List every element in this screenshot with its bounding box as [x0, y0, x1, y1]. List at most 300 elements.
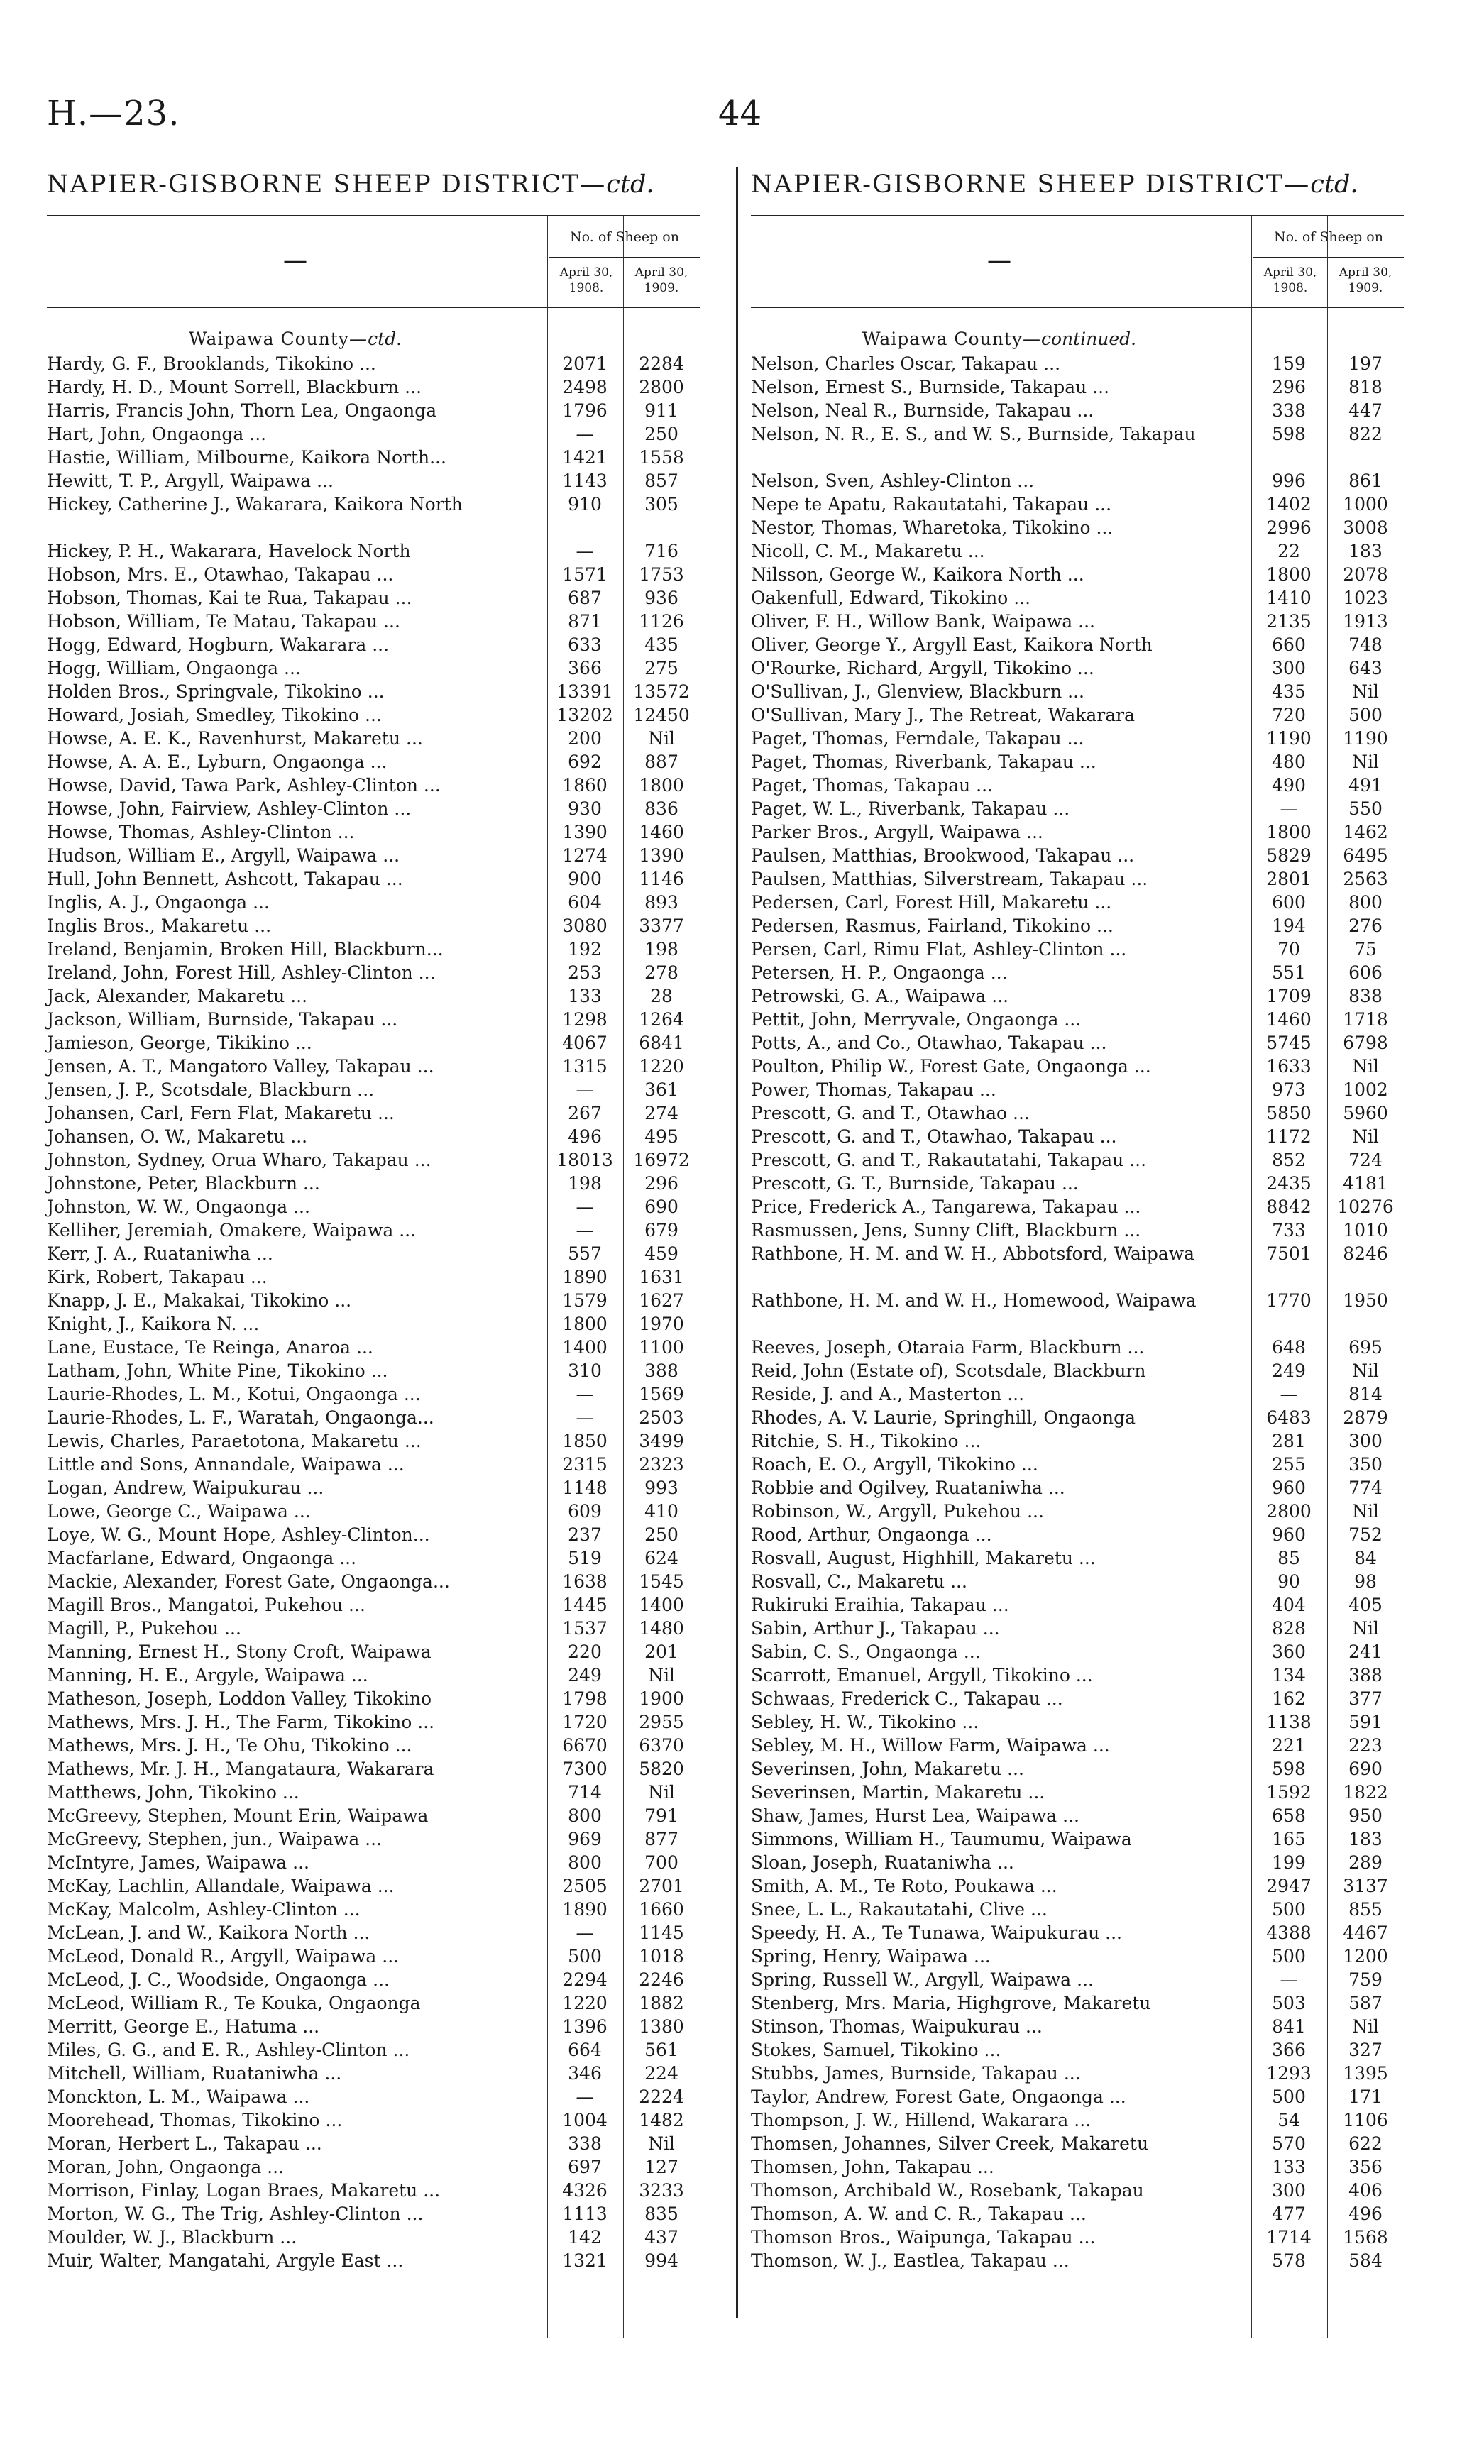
sheep-count-1908: 1638	[562, 1571, 608, 1592]
sheep-count-1909: 724	[1348, 1150, 1383, 1170]
sheep-count-1909: 1482	[639, 2110, 684, 2130]
sheep-count-1908: 1138	[1266, 1712, 1312, 1732]
sheep-count-1908: 253	[568, 962, 602, 983]
county-suffix: continued.	[1040, 329, 1137, 349]
sheep-count-1908: 2800	[1266, 1501, 1312, 1522]
sheep-count-1909: 861	[1348, 471, 1383, 491]
sheep-count-1909: Nil	[1352, 1501, 1379, 1522]
owner-name-address: McKay, Malcolm, Ashley-Clinton ...	[47, 1899, 361, 1920]
sheep-count-1908: 578	[1272, 2250, 1306, 2271]
table-row	[47, 1991, 700, 2015]
sheep-count-1909: 2078	[1343, 564, 1388, 585]
sheep-count-1909: 171	[1348, 2086, 1383, 2107]
owner-name-address: Howse, A. E. K., Ravenhurst, Makaretu ...	[47, 728, 423, 749]
sheep-count-1909: 1558	[639, 447, 684, 468]
sheep-count-1908: 300	[1272, 2180, 1306, 2201]
owner-name-address: Jensen, A. T., Mangatoro Valley, Takapau ...	[47, 1056, 434, 1077]
table-row	[47, 1406, 700, 1429]
owner-name-address: O'Sullivan, Mary J., The Retreat, Wakarara	[751, 705, 1136, 725]
sheep-count-1908: 165	[1272, 1829, 1306, 1849]
sheep-count-1908: 852	[1272, 1150, 1306, 1170]
owner-name-address: Severinsen, John, Makaretu ...	[751, 1759, 1024, 1779]
table-row	[751, 2226, 1404, 2249]
owner-name-address: Jackson, William, Burnside, Takapau ...	[47, 1009, 398, 1030]
sheep-count-1909: 6798	[1343, 1033, 1388, 1053]
table-row	[751, 1195, 1404, 1219]
county-heading	[751, 326, 1248, 352]
table-row	[47, 2108, 700, 2132]
sheep-count-1908: 5850	[1266, 1103, 1312, 1123]
table-row	[47, 422, 700, 446]
owner-name-address: McLeod, Donald R., Argyll, Waipawa ...	[47, 1946, 400, 1967]
sheep-count-1909: 361	[644, 1079, 678, 1100]
owner-name-address: Rosvall, C., Makaretu ...	[751, 1571, 967, 1592]
owner-name-address: Hickey, Catherine J., Wakarara, Kaikora North	[47, 494, 463, 515]
table-row	[751, 1898, 1404, 1921]
sheep-count-1909: 410	[644, 1501, 678, 1522]
sheep-count-1909: 1380	[639, 2016, 684, 2037]
table-row	[47, 1570, 700, 1593]
sheep-count-1909: 6370	[639, 1735, 684, 1756]
sheep-count-1909: 1631	[639, 1267, 684, 1287]
sheep-count-1909: 327	[1348, 2040, 1383, 2060]
table-row	[47, 1195, 700, 1219]
sheep-count-1908: 1798	[562, 1688, 608, 1709]
owner-name-address: Knapp, J. E., Makakai, Tikokino ...	[47, 1290, 352, 1311]
table-row	[47, 399, 700, 422]
sheep-count-1909: Nil	[648, 2133, 675, 2154]
table-row	[751, 891, 1404, 914]
sheep-count-1909: 1882	[639, 1993, 684, 2013]
table-row	[751, 1804, 1404, 1827]
owner-name-address: Moorehead, Thomas, Tikokino ...	[47, 2110, 343, 2130]
sheep-count-1908: 1190	[1266, 728, 1312, 749]
table-row	[751, 1991, 1404, 2015]
sheep-count-1909: 994	[644, 2250, 678, 2271]
table-row	[751, 1429, 1404, 1453]
owner-name-address: Thomson, Archibald W., Rosebank, Takapau	[751, 2180, 1144, 2201]
table-row	[751, 1617, 1404, 1640]
owner-name-address: Little and Sons, Annandale, Waipawa ...	[47, 1454, 405, 1475]
sheep-count-1908: 5829	[1266, 845, 1312, 866]
sheep-count-1908: 13391	[556, 681, 613, 702]
owner-name-address: Howse, A. A. E., Lyburn, Ongaonga ...	[47, 752, 388, 772]
sheep-count-1908: 6483	[1266, 1407, 1312, 1428]
table-row	[751, 1710, 1404, 1734]
sheep-count-1909: 643	[1348, 658, 1383, 678]
sheep-count-1908: 570	[1272, 2133, 1306, 2154]
sheep-count-1908: 828	[1272, 1618, 1306, 1639]
table-row	[751, 2085, 1404, 2108]
sheep-count-1908: 2294	[562, 1969, 608, 1990]
sheep-count-1909: 835	[644, 2204, 678, 2224]
table-row	[751, 1734, 1404, 1757]
sheep-count-1908: 346	[568, 2063, 602, 2084]
owner-name-address: Rasmussen, Jens, Sunny Clift, Blackburn ...	[751, 1220, 1141, 1241]
table-row	[47, 1476, 700, 1500]
owner-name-address: Nelson, N. R., E. S., and W. S., Burnside, Takapau	[751, 424, 1196, 444]
sheep-count-1908: 500	[1272, 2086, 1306, 2107]
sheep-count-1908: 249	[568, 1665, 602, 1685]
sheep-count-1909: 2800	[639, 377, 684, 397]
owner-name-address: Miles, G. G., and E. R., Ashley-Clinton ...	[47, 2040, 410, 2060]
owner-name-address: Holden Bros., Springvale, Tikokino ...	[47, 681, 385, 702]
sheep-count-1909: 276	[1348, 915, 1383, 936]
sheep-count-1908: —	[576, 1923, 594, 1943]
owner-name-address: Howse, Thomas, Ashley-Clinton ...	[47, 822, 355, 842]
sheep-count-1909: 1462	[1343, 822, 1388, 842]
owner-name-address: Prescott, G. and T., Rakautatahi, Takapau ...	[751, 1150, 1147, 1170]
table-row	[47, 1078, 700, 1101]
table-row	[47, 2249, 700, 2272]
table-row	[751, 1523, 1404, 1546]
table-row	[751, 2015, 1404, 2038]
sheep-count-1908: 200	[568, 728, 602, 749]
table-row	[47, 1617, 700, 1640]
sheep-count-1908: 366	[568, 658, 602, 678]
owner-name-address: Merritt, George E., Hatuma ...	[47, 2016, 320, 2037]
table-row	[751, 1031, 1404, 1055]
sheep-count-1908: 1390	[562, 822, 608, 842]
owner-name-address: Snee, L. L., Rakautatahi, Clive ...	[751, 1899, 1048, 1920]
sheep-count-1908: 360	[1272, 1641, 1306, 1662]
sheep-count-1908: 500	[1272, 1899, 1306, 1920]
sheep-count-1908: 1321	[562, 2250, 608, 2271]
sheep-count-1909: 690	[644, 1197, 678, 1217]
sheep-count-1908: 960	[1272, 1478, 1306, 1498]
county-name: Waipawa County—	[862, 329, 1041, 349]
sheep-count-1908: 600	[1272, 892, 1306, 913]
sheep-count-1908: 198	[568, 1173, 602, 1194]
table-row	[751, 844, 1404, 867]
table-row	[751, 1781, 1404, 1804]
table-row	[47, 1523, 700, 1546]
sheep-count-1909: Nil	[648, 1782, 675, 1803]
table-row	[47, 1265, 700, 1289]
owner-name-address: Kerr, J. A., Ruataniwha ...	[47, 1243, 273, 1264]
owner-name-address: Petersen, H. P., Ongaonga ...	[751, 962, 1008, 983]
sheep-count-1908: 1537	[562, 1618, 608, 1639]
table-row	[751, 1125, 1404, 1148]
sheep-count-1908: —	[576, 2086, 594, 2107]
sheep-count-1908: 720	[1272, 705, 1306, 725]
table-row	[47, 1757, 700, 1781]
sheep-count-1909: 1146	[639, 869, 684, 889]
table-row	[751, 797, 1404, 820]
table-row	[751, 2155, 1404, 2179]
sheep-count-1908: 2498	[562, 377, 608, 397]
table-row	[47, 961, 700, 984]
sheep-count-1908: 338	[1272, 400, 1306, 421]
sheep-count-1908: 404	[1272, 1595, 1306, 1615]
sheep-count-1909: 690	[1348, 1759, 1383, 1779]
sheep-count-1909: 911	[644, 400, 678, 421]
sheep-count-1909: 2284	[639, 353, 684, 374]
sheep-count-1909: 1970	[639, 1314, 684, 1334]
owner-name-address: Laurie-Rhodes, L. F., Waratah, Ongaonga...	[47, 1407, 434, 1428]
table-row	[47, 727, 700, 750]
table-row	[47, 774, 700, 797]
sheep-count-1909: Nil	[1352, 2016, 1379, 2037]
sheep-count-1909: 838	[1348, 986, 1383, 1006]
sheep-count-1908: 1850	[562, 1431, 608, 1451]
table-row	[751, 1148, 1404, 1172]
sheep-count-1908: 633	[568, 634, 602, 655]
owner-name-address: Matthews, John, Tikokino ...	[47, 1782, 299, 1803]
owner-name-address: Power, Thomas, Takapau ...	[751, 1079, 996, 1100]
owner-name-address: Latham, John, White Pine, Tikokino ...	[47, 1360, 388, 1381]
sheep-count-1909: 3377	[639, 915, 684, 936]
owner-name-address: Schwaas, Frederick C., Takapau ...	[751, 1688, 1063, 1709]
table-row	[47, 2132, 700, 2155]
sheep-count-1909: Nil	[1352, 1360, 1379, 1381]
sheep-count-group-header: No. of Sheep on	[570, 229, 679, 245]
table-row	[751, 2062, 1404, 2085]
owner-name-address: Jensen, J. P., Scotsdale, Blackburn ...	[47, 1079, 375, 1100]
sheep-count-1909: 459	[644, 1243, 678, 1264]
right-sheep-table	[751, 215, 1404, 2338]
sheep-count-1909: 855	[1348, 1899, 1383, 1920]
sheep-count-1908: 1770	[1266, 1290, 1312, 1311]
sheep-count-1909: 1002	[1343, 1079, 1388, 1100]
sheep-count-1908: 1293	[1266, 2063, 1312, 2084]
owner-name-address: Stinson, Thomas, Waipukurau ...	[751, 2016, 1043, 2037]
owner-name-address: Nelson, Ernest S., Burnside, Takapau ...	[751, 377, 1110, 397]
sheep-count-1909: 275	[644, 658, 678, 678]
table-row	[751, 1921, 1404, 1945]
owner-name-address: Monckton, L. M., Waipawa ...	[47, 2086, 310, 2107]
table-row	[47, 2085, 700, 2108]
sheep-count-1909: 6495	[1343, 845, 1388, 866]
table-row	[751, 1289, 1404, 1336]
sheep-count-1909: 893	[644, 892, 678, 913]
owner-name-address: Rathbone, H. M. and W. H., Homewood, Waipawa	[751, 1290, 1197, 1311]
sheep-count-1909: 822	[1348, 424, 1383, 444]
sheep-count-1908: 1148	[562, 1478, 608, 1498]
table-row	[751, 984, 1404, 1008]
owner-name-address: Magill Bros., Mangatoi, Pukehou ...	[47, 1595, 365, 1615]
table-row	[47, 797, 700, 820]
table-row	[47, 2202, 700, 2226]
sheep-count-1909: Nil	[1352, 1618, 1379, 1639]
sheep-count-1909: 10276	[1337, 1197, 1394, 1217]
owner-name-address: Pedersen, Rasmus, Fairland, Tikokino ...	[751, 915, 1114, 936]
sheep-count-1908: 2435	[1266, 1173, 1312, 1194]
sheep-count-1908: 900	[568, 869, 602, 889]
owner-name-address: Nicoll, C. M., Makaretu ...	[751, 541, 985, 561]
sheep-count-1909: 1390	[639, 845, 684, 866]
owner-name-address: Oakenfull, Edward, Tikokino ...	[751, 588, 1031, 608]
sheep-count-1908: 70	[1277, 939, 1300, 959]
owner-name-address: Rukiruki Eraihia, Takapau ...	[751, 1595, 1009, 1615]
table-row	[751, 750, 1404, 774]
sheep-count-1908: 1421	[562, 447, 608, 468]
table-row	[751, 1968, 1404, 1991]
sheep-count-1909: 1000	[1343, 494, 1388, 515]
sheep-count-1909: 183	[1348, 541, 1383, 561]
owner-name-address: Stokes, Samuel, Tikokino ...	[751, 2040, 1001, 2060]
sheep-count-1909: 791	[644, 1805, 678, 1826]
owner-name-address: Hart, John, Ongaonga ...	[47, 424, 267, 444]
table-row	[751, 1945, 1404, 1968]
owner-name-address: Manning, H. E., Argyle, Waipawa ...	[47, 1665, 368, 1685]
owner-name-address: Lane, Eustace, Te Reinga, Anaroa ...	[47, 1337, 373, 1358]
owner-name-address: McLean, J. and W., Kaikora North ...	[47, 1923, 370, 1943]
sheep-count-1908: 142	[568, 2227, 602, 2248]
owner-name-address: Paulsen, Matthias, Brookwood, Takapau ...	[751, 845, 1135, 866]
sheep-count-1909: 98	[1354, 1571, 1377, 1592]
table-row	[751, 1500, 1404, 1523]
left-title-main: NAPIER-GISBORNE SHEEP DISTRICT—	[47, 170, 607, 199]
owner-name-address: Stubbs, James, Burnside, Takapau ...	[751, 2063, 1081, 2084]
table-rows	[751, 326, 1404, 2272]
owner-column-header: —	[987, 246, 1011, 275]
owner-name-address: Howard, Josiah, Smedley, Tikokino ...	[47, 705, 382, 725]
owner-name-address: Howse, David, Tawa Park, Ashley-Clinton ...	[47, 775, 441, 796]
sheep-count-1909: 1569	[639, 1384, 684, 1404]
table-row	[751, 1593, 1404, 1617]
table-row	[751, 727, 1404, 750]
sheep-count-1909: 224	[644, 2063, 678, 2084]
sheep-count-1908: —	[1280, 1969, 1298, 1990]
sheep-count-1908: —	[1280, 798, 1298, 819]
owner-name-address: Paget, Thomas, Ferndale, Takapau ...	[751, 728, 1084, 749]
table-row	[47, 375, 700, 399]
sheep-count-1909: 1660	[639, 1899, 684, 1920]
owner-name-address: McGreevy, Stephen, jun., Waipawa ...	[47, 1829, 383, 1849]
owner-name-address: Parker Bros., Argyll, Waipawa ...	[751, 822, 1043, 842]
sheep-count-1909: 405	[1348, 1595, 1383, 1615]
table-row	[751, 1406, 1404, 1429]
owner-name-address: Jack, Alexander, Makaretu ...	[47, 986, 308, 1006]
sheep-count-1908: 1396	[562, 2016, 608, 2037]
table-row	[751, 469, 1404, 493]
table-row	[47, 2062, 700, 2085]
sheep-count-1908: 660	[1272, 634, 1306, 655]
owner-name-address: Robinson, W., Argyll, Pukehou ...	[751, 1501, 1044, 1522]
sheep-count-1909: Nil	[1352, 752, 1379, 772]
sheep-count-1909: 1568	[1343, 2227, 1388, 2248]
sheep-count-1908: 2996	[1266, 517, 1312, 538]
owner-name-address: Hull, John Bennett, Ashcott, Takapau ...	[47, 869, 403, 889]
sheep-count-1908: 90	[1277, 1571, 1300, 1592]
sheep-count-1908: 192	[568, 939, 602, 959]
table-row	[47, 1382, 700, 1406]
sheep-count-1908: 338	[568, 2133, 602, 2154]
table-row	[751, 1570, 1404, 1593]
sheep-count-1908: 249	[1272, 1360, 1306, 1381]
table-row	[47, 1710, 700, 1734]
sheep-count-1909: 1220	[639, 1056, 684, 1077]
table-row	[751, 1336, 1404, 1359]
sheep-count-1908: 133	[1272, 2157, 1306, 2177]
table-row	[751, 493, 1404, 516]
sheep-count-1908: 4326	[562, 2180, 608, 2201]
sheep-count-1909: 877	[644, 1829, 678, 1849]
owner-name-address: Matheson, Joseph, Loddon Valley, Tikokino	[47, 1688, 432, 1709]
table-row	[47, 1312, 700, 1336]
owner-name-address: Harris, Francis John, Thorn Lea, Ongaonga	[47, 400, 437, 421]
owner-name-address: Pedersen, Carl, Forest Hill, Makaretu ...	[751, 892, 1112, 913]
table-row	[47, 1101, 700, 1125]
table-row	[751, 1453, 1404, 1476]
table-row	[751, 1172, 1404, 1195]
owner-name-address: Mitchell, William, Ruataniwha ...	[47, 2063, 342, 2084]
owner-name-address: Ritchie, S. H., Tikokino ...	[751, 1431, 982, 1451]
owner-name-address: Shaw, James, Hurst Lea, Waipawa ...	[751, 1805, 1079, 1826]
owner-name-address: Lowe, George C., Waipawa ...	[47, 1501, 311, 1522]
county-heading	[47, 326, 544, 352]
owner-name-address: Thomson, W. J., Eastlea, Takapau ...	[751, 2250, 1070, 2271]
table-row	[47, 1851, 700, 1874]
right-column-title	[751, 170, 1358, 199]
sheep-count-1909: 2701	[639, 1876, 684, 1896]
sheep-count-1909: 679	[644, 1220, 678, 1241]
sheep-count-1909: 1480	[639, 1618, 684, 1639]
owner-name-address: Smith, A. M., Te Roto, Poukawa ...	[751, 1876, 1057, 1896]
sheep-count-1908: 1400	[562, 1337, 608, 1358]
table-row	[751, 375, 1404, 399]
table-row	[47, 1336, 700, 1359]
sheep-count-1908: 2505	[562, 1876, 608, 1896]
sheep-count-1909: 12450	[633, 705, 690, 725]
sheep-count-1909: 274	[644, 1103, 678, 1123]
sheep-count-1909: Nil	[648, 728, 675, 749]
table-row	[47, 1500, 700, 1523]
owner-name-address: Laurie-Rhodes, L. M., Kotui, Ongaonga ...	[47, 1384, 421, 1404]
sheep-count-1908: 503	[1272, 1993, 1306, 2013]
table-row	[47, 1687, 700, 1710]
owner-name-address: Persen, Carl, Rimu Flat, Ashley-Clinton ...	[751, 939, 1127, 959]
owner-name-address: Petrowski, G. A., Waipawa ...	[751, 986, 1009, 1006]
owner-name-address: Pettit, John, Merryvale, Ongaonga ...	[751, 1009, 1082, 1030]
right-title-suffix: ctd.	[1310, 170, 1358, 199]
sheep-count-1909: 2955	[639, 1712, 684, 1732]
owner-name-address: Thompson, J. W., Hillend, Wakarara ...	[751, 2110, 1092, 2130]
table-row	[751, 1851, 1404, 1874]
april-1908-header: April 30, 1908.	[1263, 265, 1317, 295]
sheep-count-1908: 194	[1272, 915, 1306, 936]
sheep-count-1909: 1900	[639, 1688, 684, 1709]
sheep-count-1908: 435	[1272, 681, 1306, 702]
owner-name-address: Hobson, William, Te Matau, Takapau ...	[47, 611, 400, 632]
sheep-count-1908: 1796	[562, 400, 608, 421]
sheep-count-1908: 1004	[562, 2110, 608, 2130]
sheep-count-1909: 587	[1348, 1993, 1383, 2013]
sheep-count-1908: 604	[568, 892, 602, 913]
owner-name-address: Lewis, Charles, Paraetotona, Makaretu ...	[47, 1431, 422, 1451]
sheep-count-1909: 950	[1348, 1805, 1383, 1826]
sheep-count-1909: 2879	[1343, 1407, 1388, 1428]
sheep-count-1909: Nil	[1352, 1056, 1379, 1077]
sheep-count-1909: 818	[1348, 377, 1383, 397]
owner-name-address: Nestor, Thomas, Wharetoka, Tikokino ...	[751, 517, 1114, 538]
sheep-count-1908: 22	[1277, 541, 1300, 561]
owner-name-address: Moulder, W. J., Blackburn ...	[47, 2227, 297, 2248]
owner-name-address: Taylor, Andrew, Forest Gate, Ongaonga ...	[751, 2086, 1126, 2107]
owner-name-address: Thomson, A. W. and C. R., Takapau ...	[751, 2204, 1087, 2224]
table-row	[47, 703, 700, 727]
table-row	[47, 1968, 700, 1991]
sheep-count-1909: 1200	[1343, 1946, 1388, 1967]
table-row	[47, 1242, 700, 1265]
table-row	[751, 1008, 1404, 1031]
table-row	[47, 1031, 700, 1055]
sheep-count-1909: 28	[650, 986, 673, 1006]
table-row	[47, 563, 700, 586]
owner-name-address: Johansen, Carl, Fern Flat, Makaretu ...	[47, 1103, 395, 1123]
table-row	[47, 1663, 700, 1687]
